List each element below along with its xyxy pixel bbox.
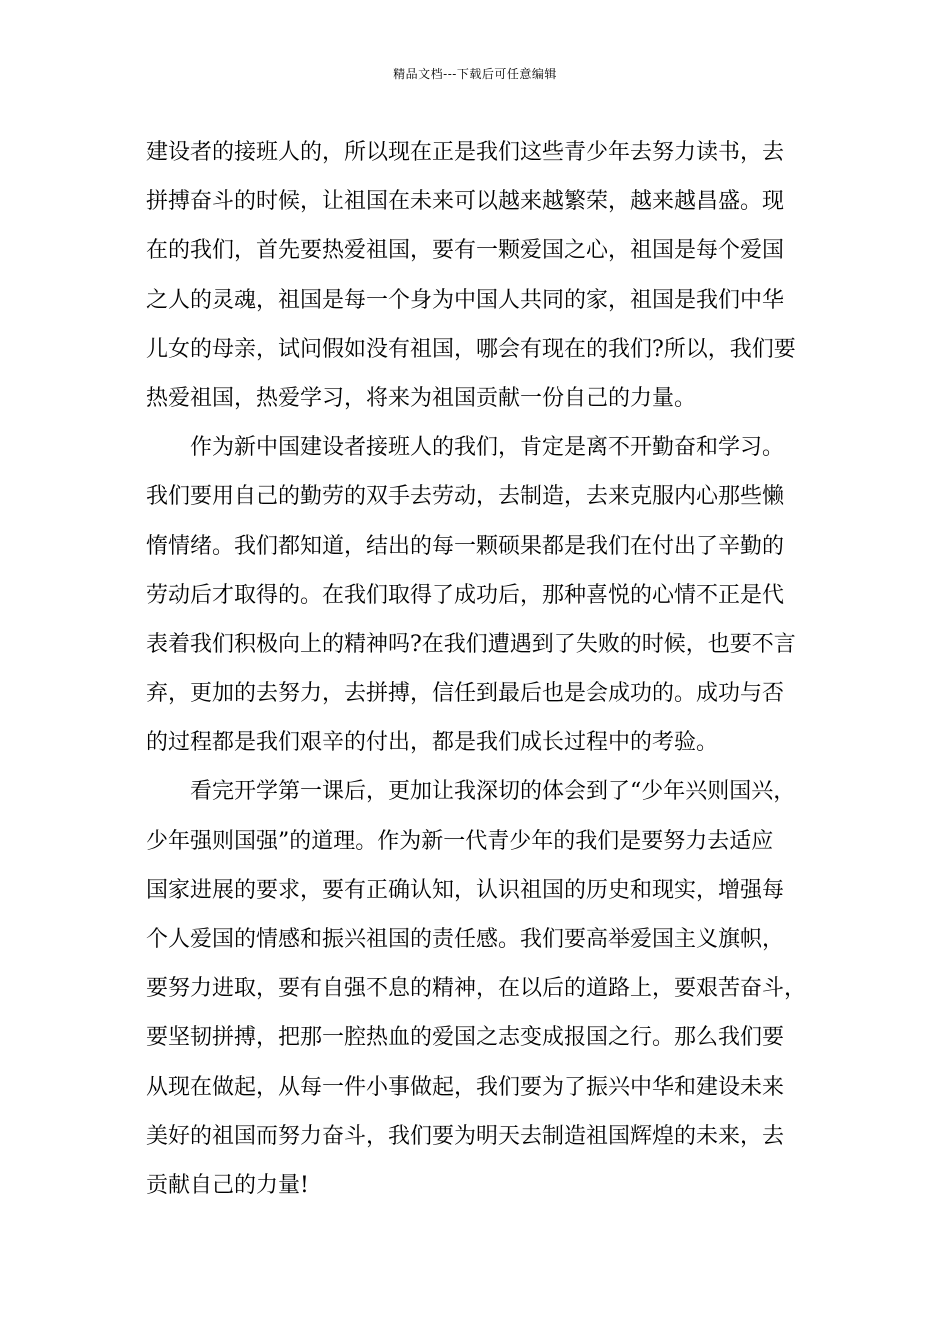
text-line: 惰情绪。我们都知道，结出的每一颗硕果都是我们在付出了辛勤的 [146, 533, 785, 559]
text-line: 看完开学第一课后，更加让我深切的体会到了“少年兴则国兴， [146, 779, 796, 805]
text-line: 少年强则国强”的道理。作为新一代青少年的我们是要努力去适应 [146, 828, 774, 854]
text-line: 的过程都是我们艰辛的付出，都是我们成长过程中的考验。 [146, 730, 719, 756]
text-line: 我们要用自己的勤劳的双手去劳动，去制造，去来克服内心那些懒 [146, 484, 785, 510]
text-line: 建设者的接班人的，所以现在正是我们这些青少年去努力读书，去 [146, 140, 785, 165]
document-body [146, 128, 806, 1210]
text-line: 表着我们积极向上的精神吗?在我们遭遇到了失败的时候，也要不言 [146, 631, 796, 657]
text-line: 之人的灵魂，祖国是每一个身为中国人共同的家，祖国是我们中华 [146, 287, 785, 313]
page-header: 精品文档---下载后可任意编辑 [393, 67, 557, 81]
text-line: 劳动后才取得的。在我们取得了成功后，那种喜悦的心情不正是代 [146, 582, 785, 608]
text-line: 美好的祖国而努力奋斗，我们要为明天去制造祖国辉煌的未来，去 [146, 1123, 785, 1149]
text-line: 在的我们，首先要热爱祖国，要有一颗爱国之心，祖国是每个爱国 [146, 238, 785, 264]
text-line: 要坚韧拼搏，把那一腔热血的爱国之志变成报国之行。那么我们要 [146, 1025, 785, 1051]
text-line: 要努力进取，要有自强不息的精神，在以后的道路上，要艰苦奋斗， [146, 976, 806, 1002]
text-line: 拼搏奋斗的时候，让祖国在未来可以越来越繁荣，越来越昌盛。现 [146, 189, 785, 215]
text-line: 弃，更加的去努力，去拼搏，信任到最后也是会成功的。成功与否 [146, 681, 785, 707]
text-line: 个人爱国的情感和振兴祖国的责任感。我们要高举爱国主义旗帜， [146, 927, 785, 952]
text-line: 儿女的母亲，试问假如没有祖国，哪会有现在的我们?所以，我们要 [146, 336, 796, 362]
text-line: 国家进展的要求，要有正确认知，认识祖国的历史和现实，增强每 [146, 877, 785, 903]
text-line: 贡献自己的力量! [146, 1172, 309, 1198]
text-line: 从现在做起，从每一件小事做起，我们要为了振兴中华和建设未来 [146, 1074, 785, 1100]
text-line: 作为新中国建设者接班人的我们，肯定是离不开勤奋和学习。 [146, 435, 785, 461]
text-line: 热爱祖国，热爱学习，将来为祖国贡献一份自己的力量。 [146, 385, 697, 411]
